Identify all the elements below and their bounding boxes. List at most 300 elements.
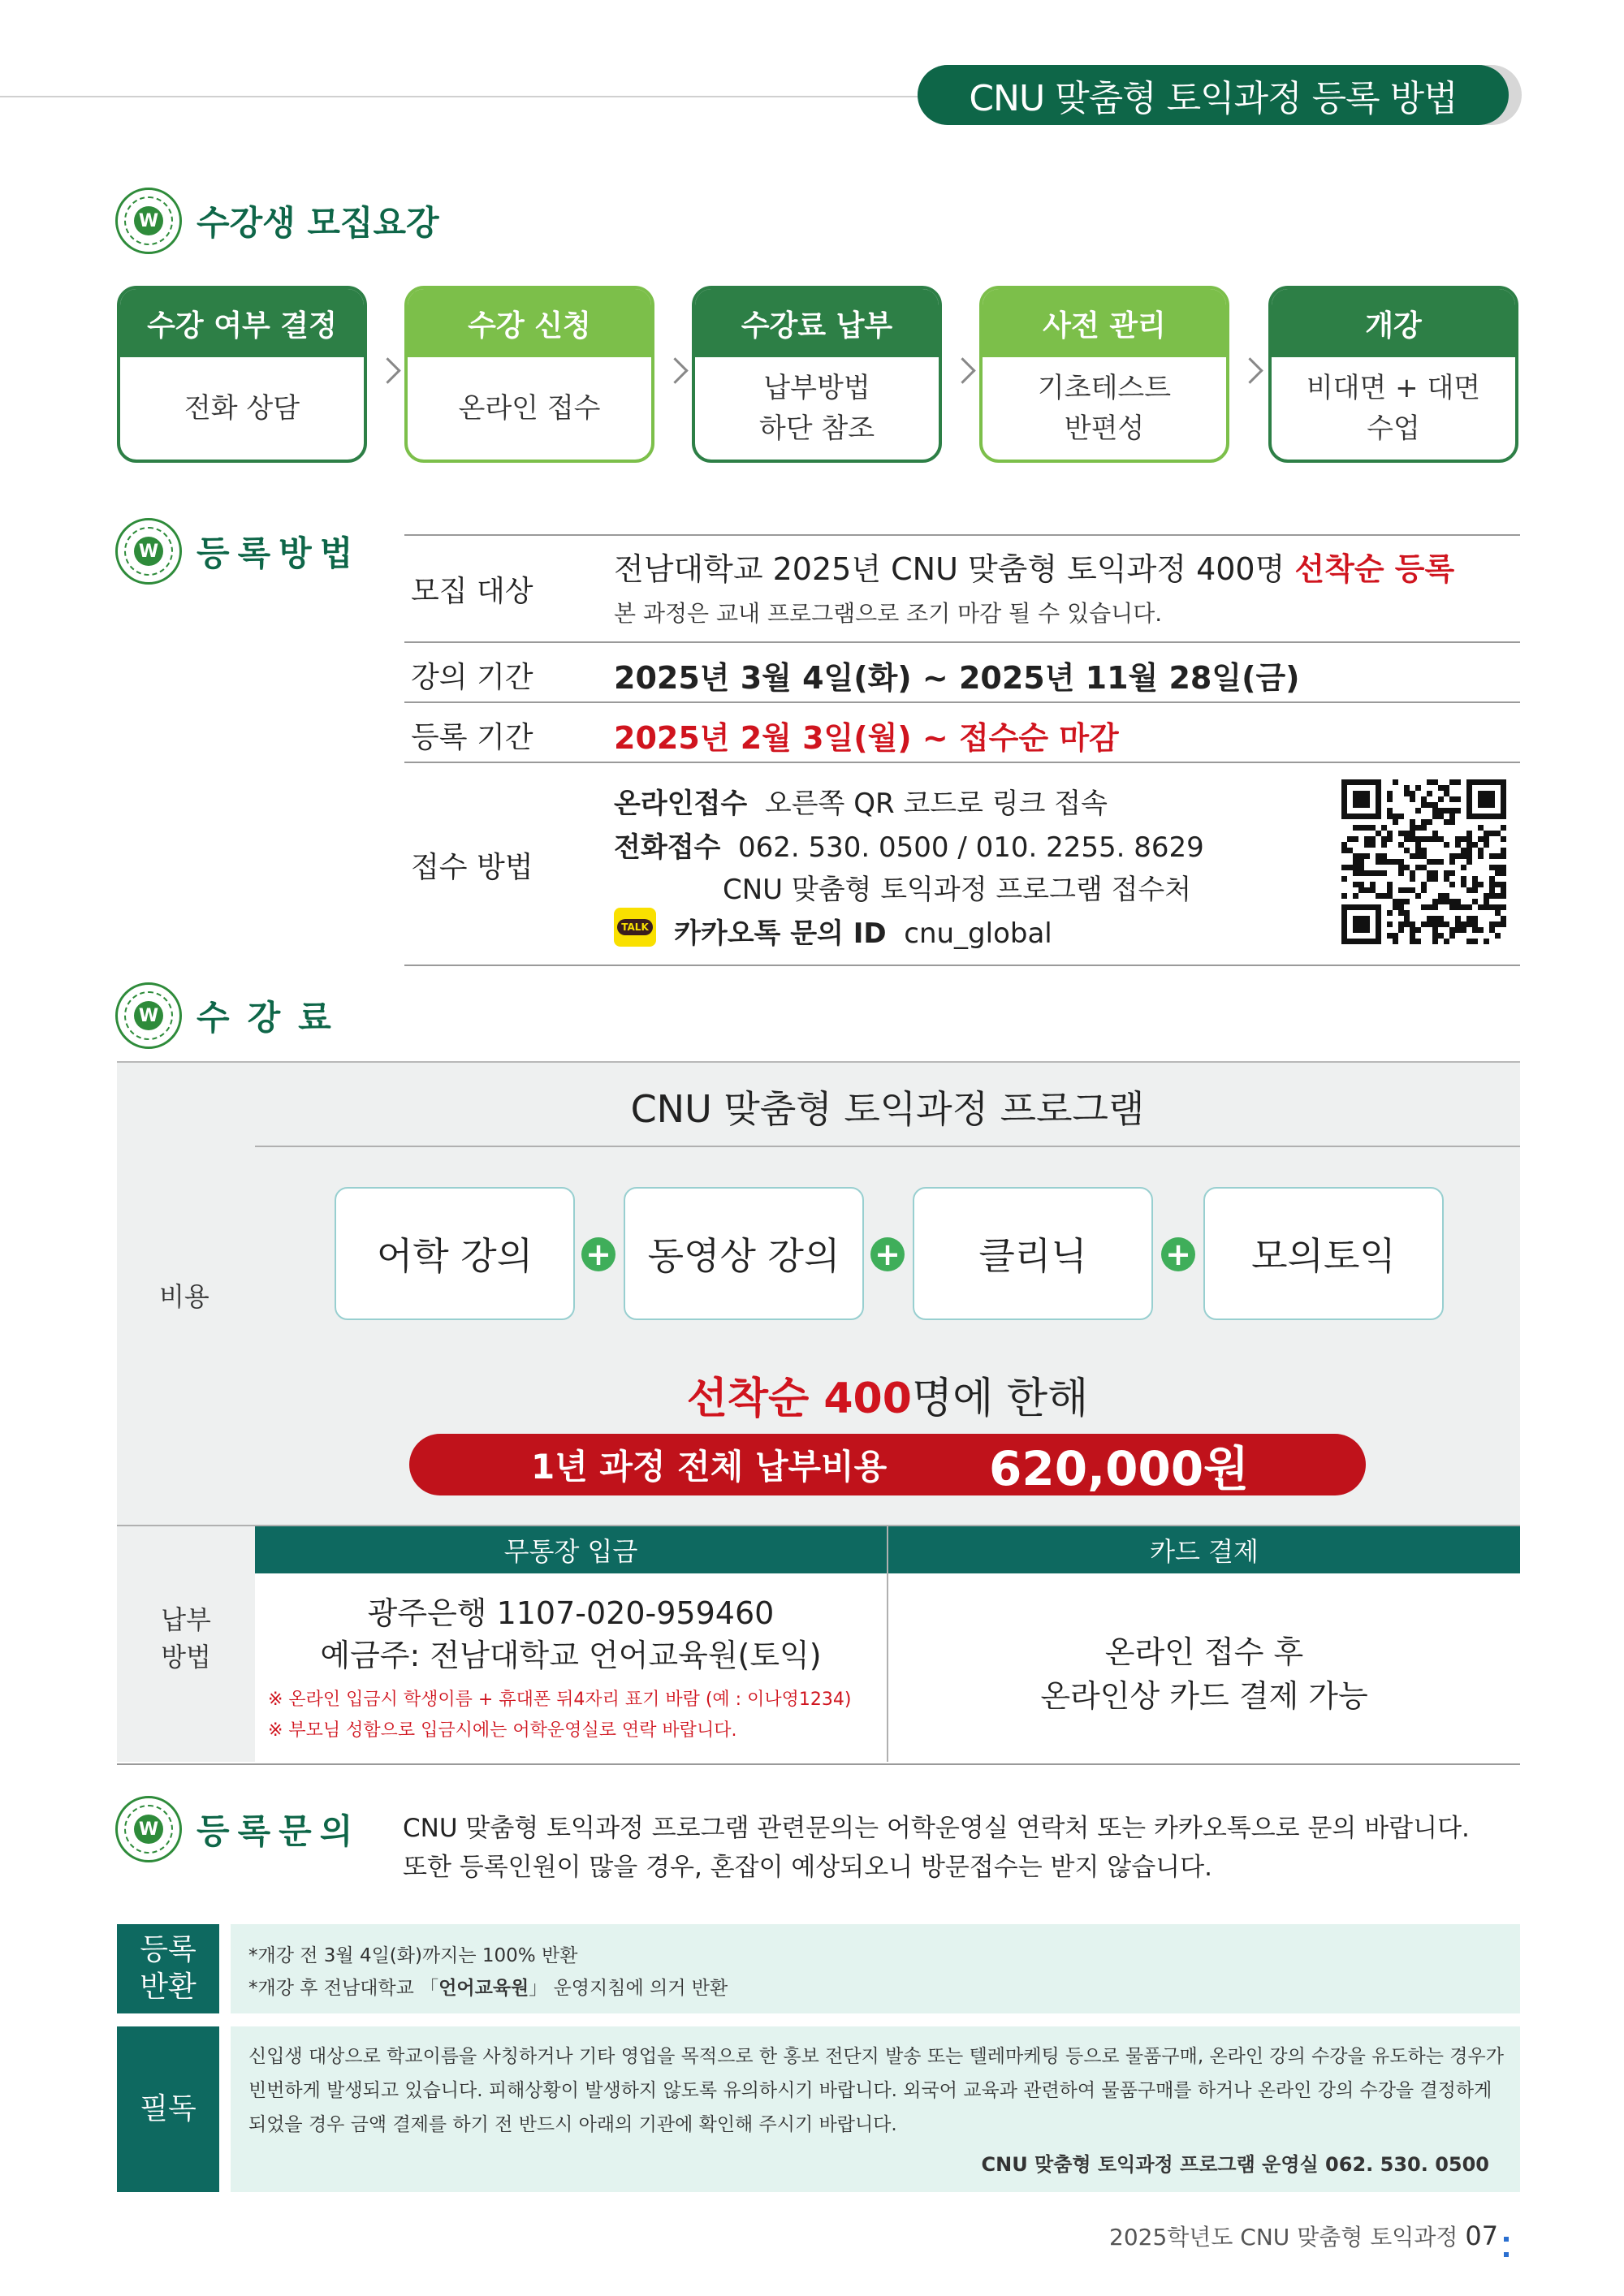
qr-module xyxy=(1501,825,1506,831)
card-line-2: 온라인상 카드 결제 가능 xyxy=(1040,1678,1368,1714)
qr-module xyxy=(1410,819,1415,825)
qr-module xyxy=(1341,927,1347,933)
qr-module xyxy=(1478,848,1484,853)
qr-module xyxy=(1466,796,1472,802)
qr-module xyxy=(1421,825,1427,831)
qr-module xyxy=(1438,933,1444,939)
qr-module xyxy=(1410,796,1415,802)
qr-module xyxy=(1341,848,1347,853)
refund-line-1: *개강 전 3월 4일(화)까지는 100% 반환 xyxy=(248,1945,578,1966)
qr-module xyxy=(1455,899,1461,904)
qr-module xyxy=(1449,933,1455,939)
process-step-4 xyxy=(979,286,1229,463)
qr-module xyxy=(1341,916,1347,921)
qr-module xyxy=(1353,859,1358,865)
qr-module xyxy=(1495,893,1501,899)
refund-line-2-pre: *개강 후 전남대학교 「 xyxy=(248,1978,439,1999)
qr-module xyxy=(1427,870,1432,876)
qr-module xyxy=(1466,779,1472,785)
payment-label-line: 방법 xyxy=(161,1642,211,1672)
qr-module xyxy=(1421,882,1427,887)
qr-module xyxy=(1421,921,1427,927)
qr-module xyxy=(1472,939,1478,944)
qr-module xyxy=(1432,808,1438,814)
qr-module xyxy=(1376,927,1381,933)
phone-sub: CNU 맞춤형 토익과정 프로그램 접수처 xyxy=(723,874,1192,906)
qr-module xyxy=(1341,921,1347,927)
qr-module xyxy=(1478,882,1484,887)
qr-module xyxy=(1376,802,1381,808)
qr-module xyxy=(1455,796,1461,802)
qr-module xyxy=(1455,853,1461,859)
qr-module xyxy=(1387,859,1393,865)
qr-module xyxy=(1358,882,1364,887)
qr-module xyxy=(1376,893,1381,899)
qr-module xyxy=(1484,893,1489,899)
qr-module xyxy=(1427,876,1432,882)
qr-module xyxy=(1364,921,1370,927)
qr-module xyxy=(1489,921,1495,927)
qr-module xyxy=(1387,808,1393,814)
qr-module xyxy=(1404,921,1410,927)
qr-module xyxy=(1495,831,1501,836)
offer-highlight: 선착순 400 xyxy=(686,1375,912,1423)
table-rule xyxy=(404,701,1520,703)
qr-module xyxy=(1449,808,1455,814)
card-line-1: 온라인 접수 후 xyxy=(1104,1634,1304,1670)
method-label: 접수 방법 xyxy=(411,851,533,884)
qr-module xyxy=(1410,870,1415,876)
qr-module xyxy=(1489,904,1495,910)
qr-module xyxy=(1376,779,1381,785)
step-line: 수업 xyxy=(1367,412,1420,445)
qr-module xyxy=(1398,865,1404,870)
qr-module xyxy=(1415,853,1421,859)
step-title: 사전 관리 xyxy=(983,289,1226,357)
qr-module xyxy=(1432,927,1438,933)
qr-module xyxy=(1353,779,1358,785)
qr-module xyxy=(1364,916,1370,921)
qr-module xyxy=(1478,927,1484,933)
qr-module xyxy=(1381,836,1387,842)
qr-module xyxy=(1353,939,1358,944)
qr-module xyxy=(1341,785,1347,791)
page-number: 07 xyxy=(1465,2220,1499,2251)
qr-module xyxy=(1341,904,1347,910)
qr-module xyxy=(1432,939,1438,944)
qr-module xyxy=(1478,779,1484,785)
qr-module xyxy=(1364,927,1370,933)
qr-module xyxy=(1404,848,1410,853)
qr-module xyxy=(1341,910,1347,916)
qr-module xyxy=(1489,887,1495,893)
qr-module xyxy=(1449,904,1455,910)
notice-line-3: 되었을 경우 금액 결제를 하기 전 반드시 아래의 기관에 확인해 주시기 바랍니다. xyxy=(248,2114,897,2135)
qr-module xyxy=(1376,916,1381,921)
qr-module xyxy=(1404,831,1410,836)
qr-module xyxy=(1404,865,1410,870)
bank-note-2: ※ 부모님 성함으로 입금시에는 어학운영실로 연락 바랍니다. xyxy=(268,1720,737,1741)
qr-module xyxy=(1376,853,1381,859)
qr-module xyxy=(1484,899,1489,904)
qr-module xyxy=(1444,791,1449,796)
qr-module xyxy=(1341,842,1347,848)
qr-module xyxy=(1501,887,1506,893)
qr-module xyxy=(1466,939,1472,944)
qr-module xyxy=(1421,819,1427,825)
qr-module xyxy=(1432,814,1438,819)
qr-module xyxy=(1353,796,1358,802)
qr-module xyxy=(1432,916,1438,921)
qr-module xyxy=(1461,848,1466,853)
qr-module xyxy=(1415,848,1421,853)
qr-module xyxy=(1478,814,1484,819)
qr-module xyxy=(1364,870,1370,876)
refund-tag-line: 등록 xyxy=(140,1933,197,1966)
qr-module xyxy=(1353,836,1358,842)
qr-module xyxy=(1410,876,1415,882)
qr-module xyxy=(1432,921,1438,927)
step-line: 기초테스트 xyxy=(1037,372,1172,404)
qr-module xyxy=(1404,836,1410,842)
qr-module xyxy=(1376,808,1381,814)
table-rule xyxy=(404,965,1520,966)
qr-module xyxy=(1376,933,1381,939)
refund-line-2 xyxy=(248,1973,728,2000)
qr-module xyxy=(1484,904,1489,910)
qr-module xyxy=(1427,916,1432,921)
target-text: 전남대학교 2025년 CNU 맞춤형 토익과정 400명 xyxy=(614,551,1295,587)
qr-module xyxy=(1466,842,1472,848)
qr-module xyxy=(1472,842,1478,848)
inquiry-line-2: 또한 등록인원이 많을 경우, 혼잡이 예상되오니 방문접수는 받지 않습니다. xyxy=(403,1853,1212,1882)
university-emblem-icon: W xyxy=(115,518,182,585)
qr-module xyxy=(1495,904,1501,910)
qr-module xyxy=(1455,842,1461,848)
qr-module xyxy=(1495,933,1501,939)
qr-module xyxy=(1466,785,1472,791)
qr-module xyxy=(1353,825,1358,831)
chevron-right-icon xyxy=(1237,357,1263,384)
qr-module xyxy=(1501,916,1506,921)
qr-module xyxy=(1449,882,1455,887)
step-title: 수강 여부 결정 xyxy=(120,289,364,357)
qr-module xyxy=(1438,916,1444,921)
qr-module xyxy=(1421,836,1427,842)
qr-module xyxy=(1484,779,1489,785)
qr-module xyxy=(1466,814,1472,819)
qr-module xyxy=(1501,865,1506,870)
process-step-1 xyxy=(117,286,367,463)
qr-module xyxy=(1466,791,1472,796)
qr-module xyxy=(1489,814,1495,819)
qr-module xyxy=(1410,921,1415,927)
qr-module xyxy=(1501,802,1506,808)
section-register-title: 등록방법 xyxy=(197,533,361,573)
bank-note-1: ※ 온라인 입금시 학생이름 + 휴대폰 뒤4자리 표기 바람 (예 : 이나영1234) xyxy=(268,1690,852,1710)
qr-module xyxy=(1444,785,1449,791)
phone-text: 062. 530. 0500 / 010. 2255. 8629 xyxy=(738,831,1204,864)
qr-module xyxy=(1376,814,1381,819)
qr-module xyxy=(1387,893,1393,899)
kakao-id: cnu_global xyxy=(904,917,1052,950)
refund-line-2-post: 」 운영지침에 의거 반환 xyxy=(529,1978,728,1999)
qr-module xyxy=(1353,893,1358,899)
qr-module xyxy=(1489,791,1495,796)
qr-module xyxy=(1427,836,1432,842)
qr-module xyxy=(1427,859,1432,865)
qr-module xyxy=(1387,921,1393,927)
qr-module xyxy=(1358,779,1364,785)
qr-module xyxy=(1358,927,1364,933)
qr-module xyxy=(1341,939,1347,944)
footer xyxy=(1109,2220,1498,2252)
qr-module xyxy=(1466,904,1472,910)
qr-module xyxy=(1370,939,1376,944)
qr-module xyxy=(1410,939,1415,944)
qr-module xyxy=(1461,865,1466,870)
chevron-right-icon xyxy=(662,357,689,384)
qr-module xyxy=(1432,876,1438,882)
target-value xyxy=(614,544,1454,589)
process-step-2 xyxy=(404,286,654,463)
qr-module xyxy=(1358,916,1364,921)
card-payment-header: 카드 결제 xyxy=(888,1526,1520,1573)
qr-module xyxy=(1489,802,1495,808)
qr-module xyxy=(1393,933,1398,939)
qr-module xyxy=(1358,853,1364,859)
notice-line-1: 신입생 대상으로 학교이름을 사칭하거나 기타 영업을 목적으로 한 홍보 전단지 발송 또는 텔레마케팅 등으로 물품구매, 온라인 강의 수강을 유도하는 경우가 xyxy=(248,2046,1504,2067)
qr-module xyxy=(1421,887,1427,893)
qr-module xyxy=(1501,796,1506,802)
qr-module xyxy=(1438,808,1444,814)
qr-module xyxy=(1472,814,1478,819)
plus-icon: + xyxy=(870,1237,905,1271)
qr-module xyxy=(1472,779,1478,785)
refund-line-2-bold: 언어교육원 xyxy=(438,1978,529,1999)
qr-module xyxy=(1398,899,1404,904)
qr-module xyxy=(1376,791,1381,796)
qr-module xyxy=(1449,796,1455,802)
qr-module xyxy=(1438,836,1444,842)
qr-module xyxy=(1404,910,1410,916)
qr-module xyxy=(1472,887,1478,893)
qr-module xyxy=(1376,831,1381,836)
price-value: 620,000원 xyxy=(989,1441,1250,1496)
qr-module xyxy=(1376,859,1381,865)
qr-module xyxy=(1347,836,1353,842)
qr-module xyxy=(1461,882,1466,887)
qr-module xyxy=(1347,814,1353,819)
qr-module xyxy=(1370,842,1376,848)
qr-module xyxy=(1461,876,1466,882)
qr-module xyxy=(1410,836,1415,842)
qr-module xyxy=(1489,796,1495,802)
qr-module xyxy=(1466,848,1472,853)
qr-module xyxy=(1495,865,1501,870)
qr-module xyxy=(1444,808,1449,814)
qr-module xyxy=(1376,904,1381,910)
step-line: 납부방법 xyxy=(763,372,870,404)
qr-module xyxy=(1370,825,1376,831)
qr-module xyxy=(1501,791,1506,796)
qr-module xyxy=(1353,802,1358,808)
qr-module xyxy=(1387,887,1393,893)
footer-text: 2025학년도 CNU 맞춤형 토익과정 xyxy=(1109,2224,1458,2251)
qr-module xyxy=(1432,870,1438,876)
qr-module xyxy=(1353,921,1358,927)
qr-module xyxy=(1466,802,1472,808)
qr-module xyxy=(1364,836,1370,842)
section-fee-title: 수강료 xyxy=(197,998,349,1038)
qr-module xyxy=(1381,870,1387,876)
qr-module xyxy=(1370,887,1376,893)
qr-module xyxy=(1364,796,1370,802)
qr-module xyxy=(1364,842,1370,848)
qr-module xyxy=(1501,882,1506,887)
qr-module xyxy=(1393,779,1398,785)
qr-module xyxy=(1449,814,1455,819)
qr-module xyxy=(1358,865,1364,870)
qr-module xyxy=(1466,921,1472,927)
component-lecture: 어학 강의 xyxy=(335,1187,575,1320)
qr-module xyxy=(1376,785,1381,791)
qr-module xyxy=(1438,921,1444,927)
qr-module xyxy=(1341,933,1347,939)
qr-module xyxy=(1472,916,1478,921)
process-step-5 xyxy=(1268,286,1518,463)
qr-module xyxy=(1455,921,1461,927)
inquiry-line-1: CNU 맞춤형 토익과정 프로그램 관련문의는 어학운영실 연락처 또는 카카오톡으로 문의 바랍니다. xyxy=(403,1814,1470,1843)
table-rule xyxy=(404,641,1520,643)
qr-module xyxy=(1432,831,1438,836)
qr-module xyxy=(1393,939,1398,944)
qr-module xyxy=(1432,836,1438,842)
online-text: 오른쪽 QR 코드로 링크 접속 xyxy=(764,788,1108,820)
qr-module xyxy=(1364,887,1370,893)
qr-module xyxy=(1358,825,1364,831)
qr-module xyxy=(1370,882,1376,887)
refund-box xyxy=(231,1924,1520,2013)
qr-module xyxy=(1347,865,1353,870)
qr-module xyxy=(1358,791,1364,796)
step-line: 전화 상담 xyxy=(184,392,300,425)
qr-module xyxy=(1347,939,1353,944)
qr-module xyxy=(1364,814,1370,819)
qr-module xyxy=(1461,904,1466,910)
qr-module xyxy=(1398,814,1404,819)
qr-module xyxy=(1358,859,1364,865)
qr-module xyxy=(1472,882,1478,887)
qr-module xyxy=(1415,842,1421,848)
process-step-3 xyxy=(692,286,942,463)
qr-module xyxy=(1410,887,1415,893)
qr-module xyxy=(1478,796,1484,802)
qr-module xyxy=(1341,865,1347,870)
qr-module xyxy=(1364,802,1370,808)
qr-code[interactable] xyxy=(1341,779,1507,945)
qr-module xyxy=(1358,796,1364,802)
qr-module xyxy=(1444,870,1449,876)
bank-transfer-header: 무통장 입금 xyxy=(255,1526,887,1573)
qr-module xyxy=(1353,865,1358,870)
qr-module xyxy=(1455,779,1461,785)
period-label: 강의 기간 xyxy=(411,661,533,694)
target-label: 모집 대상 xyxy=(411,575,533,608)
qr-module xyxy=(1421,904,1427,910)
qr-module xyxy=(1438,859,1444,865)
qr-module xyxy=(1393,899,1398,904)
qr-module xyxy=(1381,893,1387,899)
qr-module xyxy=(1347,904,1353,910)
target-highlight: 선착순 등록 xyxy=(1294,551,1455,587)
qr-module xyxy=(1495,779,1501,785)
plus-icon: + xyxy=(581,1237,615,1271)
qr-module xyxy=(1484,836,1489,842)
qr-module xyxy=(1404,785,1410,791)
qr-module xyxy=(1404,887,1410,893)
qr-module xyxy=(1484,796,1489,802)
qr-module xyxy=(1353,814,1358,819)
qr-module xyxy=(1501,853,1506,859)
qr-module xyxy=(1404,791,1410,796)
qr-module xyxy=(1398,831,1404,836)
qr-module xyxy=(1364,779,1370,785)
target-note: 본 과정은 교내 프로그램으로 조기 마감 될 수 있습니다. xyxy=(614,600,1163,627)
qr-module xyxy=(1501,893,1506,899)
qr-module xyxy=(1421,853,1427,859)
qr-module xyxy=(1472,876,1478,882)
qr-module xyxy=(1381,859,1387,865)
qr-module xyxy=(1444,842,1449,848)
qr-module xyxy=(1421,796,1427,802)
qr-module xyxy=(1427,921,1432,927)
qr-module xyxy=(1438,899,1444,904)
qr-module xyxy=(1410,831,1415,836)
qr-module xyxy=(1495,882,1501,887)
qr-module xyxy=(1478,791,1484,796)
qr-module xyxy=(1432,779,1438,785)
header-rule xyxy=(0,96,926,97)
qr-module xyxy=(1501,870,1506,876)
step-title: 수강 신청 xyxy=(408,289,651,357)
qr-module xyxy=(1410,933,1415,939)
price-bar xyxy=(409,1434,1366,1495)
plus-icon: + xyxy=(1161,1237,1195,1271)
qr-module xyxy=(1341,893,1347,899)
qr-module xyxy=(1466,853,1472,859)
qr-module xyxy=(1387,796,1393,802)
qr-module xyxy=(1449,927,1455,933)
component-mock-toeic: 모의토익 xyxy=(1203,1187,1444,1320)
qr-module xyxy=(1358,802,1364,808)
qr-module xyxy=(1353,904,1358,910)
section-register-heading xyxy=(115,518,361,585)
qr-module xyxy=(1449,870,1455,876)
qr-module xyxy=(1438,796,1444,802)
qr-module xyxy=(1449,779,1455,785)
payment-label-line: 납부 xyxy=(161,1604,211,1635)
qr-module xyxy=(1410,825,1415,831)
qr-module xyxy=(1455,808,1461,814)
qr-module xyxy=(1421,848,1427,853)
qr-module xyxy=(1427,904,1432,910)
fee-offer xyxy=(255,1364,1520,1425)
qr-module xyxy=(1427,819,1432,825)
qr-module xyxy=(1444,876,1449,882)
qr-module xyxy=(1466,808,1472,814)
qr-module xyxy=(1415,865,1421,870)
